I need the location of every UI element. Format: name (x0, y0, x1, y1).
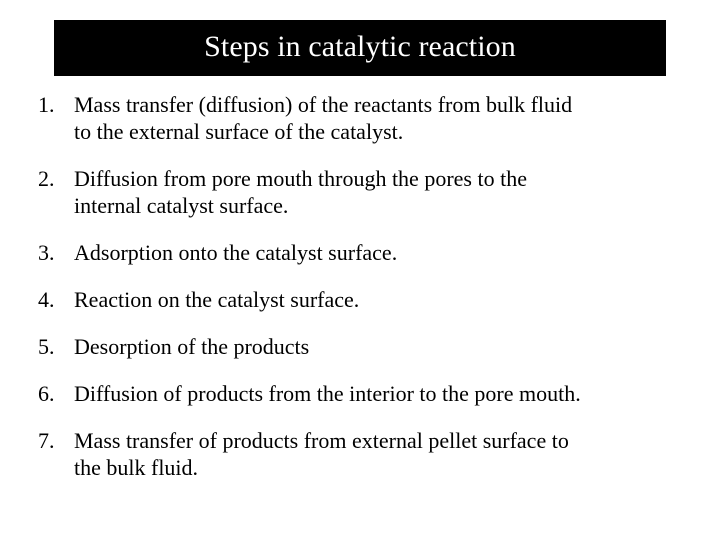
list-item (38, 333, 698, 360)
title-bar (54, 20, 666, 76)
step-number: 4. (38, 287, 55, 312)
step-text (74, 380, 698, 407)
list-item (38, 165, 698, 219)
step-text (74, 91, 698, 145)
step-line: internal catalyst surface. (74, 193, 289, 218)
step-text (74, 286, 698, 313)
step-line: the bulk fluid. (74, 455, 199, 480)
list-item (38, 380, 698, 407)
list-item (38, 239, 698, 266)
step-number: 2. (38, 166, 55, 191)
slide-title: Steps in catalytic reaction (204, 30, 516, 63)
list-item (38, 427, 698, 481)
step-line: Adsorption onto the catalyst surface. (74, 240, 398, 265)
step-number: 3. (38, 240, 55, 265)
step-line: Diffusion of products from the interior to the pore mouth. (74, 381, 581, 406)
step-line: Reaction on the catalyst surface. (74, 287, 360, 312)
step-number: 1. (38, 92, 55, 117)
step-text (74, 427, 698, 481)
step-text (74, 333, 698, 360)
step-line: Mass transfer (diffusion) of the reactants from bulk fluid (74, 92, 573, 117)
step-line: Desorption of the products (74, 334, 310, 359)
step-text (74, 239, 698, 266)
step-number: 6. (38, 381, 55, 406)
step-line: Mass transfer of products from external pellet surface to (74, 428, 569, 453)
list-item (38, 91, 698, 145)
step-line: to the external surface of the catalyst. (74, 119, 404, 144)
step-text (74, 165, 698, 219)
steps-list (38, 91, 698, 501)
step-number: 5. (38, 334, 55, 359)
step-line: Diffusion from pore mouth through the pores to the (74, 166, 527, 191)
step-number: 7. (38, 428, 55, 453)
list-item (38, 286, 698, 313)
